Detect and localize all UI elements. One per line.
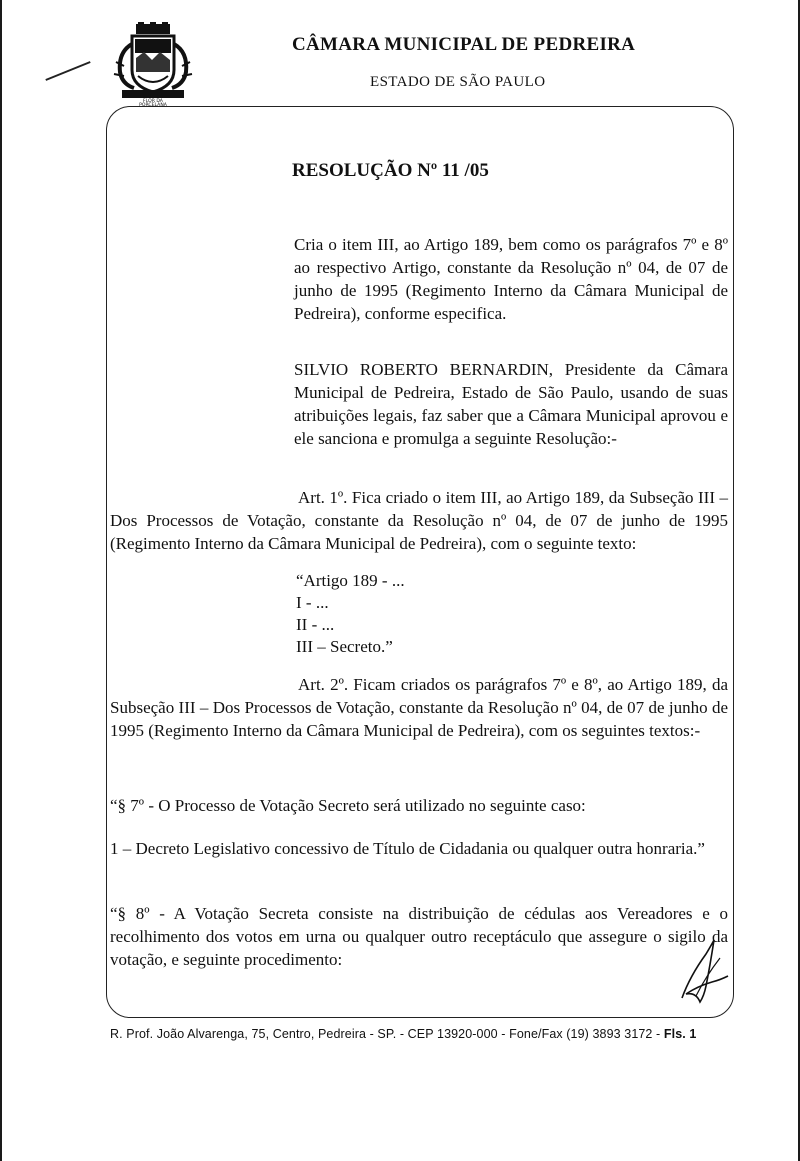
- article-1-quoted-text: [296, 570, 596, 658]
- footer-address: R. Prof. João Alvarenga, 75, Centro, Pedreira - SP. - CEP 13920-000 - Fone/Fax (19) 3893 3172 -: [110, 1027, 661, 1041]
- chamber-name: CÂMARA MUNICIPAL DE PEDREIRA: [292, 34, 636, 55]
- municipal-crest-icon: [112, 22, 194, 106]
- paragraph-8: “§ 8º - A Votação Secreta consiste na distribuição de cédulas aos Vereadores e o recolhimento dos votos em urna ou qualquer outro receptáculo que assegure o sigilo da votação, e seguinte procedimento:: [110, 904, 728, 969]
- article-2: Art. 2º. Ficam criados os parágrafos 7º e 8º, ao Artigo 189, da Subseção III – Dos Processos de Votação, constante da Resolução nº 04, de 07 de junho de 1995 (Regimento Interno da Câmara Municipal de Pedreira), com os seguintes textos:-: [110, 675, 728, 740]
- svg-text:PORCELANA: PORCELANA: [139, 103, 167, 106]
- ementa: Cria o item III, ao Artigo 189, bem como os parágrafos 7º e 8º ao respectivo Artigo, constante da Resolução nº 04, de 07 de junho de 1995 (Regimento Interno da Câmara Municipal de Pedreira), conforme especifica.: [294, 235, 728, 323]
- quote-line: “Artigo 189 - ...: [296, 571, 405, 590]
- pen-mark: [45, 61, 90, 81]
- quote-line: I - ...: [296, 593, 329, 612]
- scan-edge-left: [0, 0, 2, 1161]
- state-name: ESTADO DE SÃO PAULO: [370, 74, 546, 90]
- footer-address-line: [110, 1027, 696, 1041]
- resolution-title: RESOLUÇÃO Nº 11 /05: [292, 160, 489, 181]
- quote-line: II - ...: [296, 615, 335, 634]
- paragraph-7: “§ 7º - O Processo de Votação Secreto será utilizado no seguinte caso:: [110, 796, 586, 815]
- preamble: SILVIO ROBERTO BERNARDIN, Presidente da Câmara Municipal de Pedreira, Estado de São Paulo, usando de suas atribuições legais, faz saber que a Câmara Municipal aprovou e ele sanciona e promulga a seguinte Resolução:-: [294, 360, 728, 448]
- paragraph-7-item-1: 1 – Decreto Legislativo concessivo de Título de Cidadania ou qualquer outra honraria.”: [110, 839, 705, 858]
- svg-text:FLOR DA: FLOR DA: [143, 99, 163, 104]
- page-number: Fls. 1: [663, 1027, 697, 1041]
- quote-line: III – Secreto.”: [296, 637, 393, 656]
- article-1: Art. 1º. Fica criado o item III, ao Artigo 189, da Subseção III – Dos Processos de Votação, constante da Resolução nº 04, de 07 de junho de 1995 (Regimento Interno da Câmara Municipal de Pedreira), com o seguinte texto:: [110, 488, 728, 553]
- signature-initials: [676, 936, 734, 1006]
